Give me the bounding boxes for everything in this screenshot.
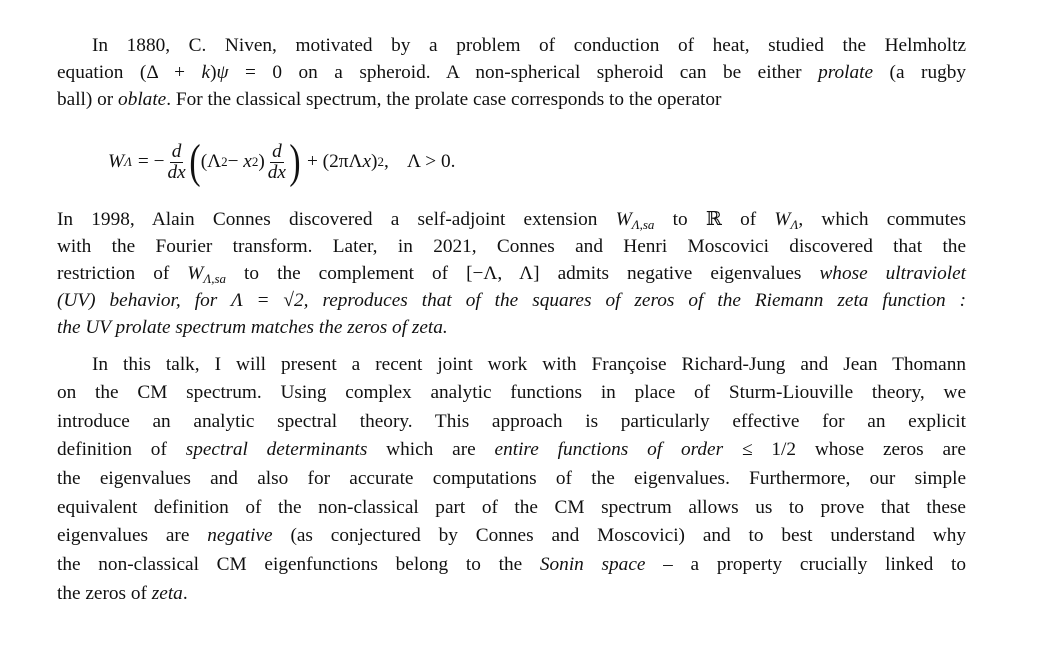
text-segment: In 1998, Alain Connes discovered a self-adjoint extension xyxy=(57,209,616,230)
text-line xyxy=(57,61,966,85)
subscript: Λ xyxy=(790,217,799,232)
fraction-d-dx: $\frac{d}{dx}$ xyxy=(167,140,186,183)
text-segment: . For the classical spectrum, the prolate case corresponds to the operator xyxy=(166,89,722,110)
text-segment: on the CM spectrum. Using complex analytic functions in place of Sturm-Liouville theory, we xyxy=(57,382,966,403)
text-segment: to the complement of [−Λ, Λ] admits negative eigenvalues xyxy=(226,263,820,284)
italic-text: W xyxy=(615,209,632,230)
italic-text: oblate xyxy=(118,89,167,110)
text-line xyxy=(57,582,966,606)
eq-lhs-sub: Λ xyxy=(124,154,132,169)
text-segment: to ℝ of xyxy=(654,209,775,230)
italic-text: W xyxy=(774,209,791,230)
text-line xyxy=(57,316,966,340)
text-segment: equation (Δ + xyxy=(57,62,202,83)
italic-text: k xyxy=(201,62,211,83)
left-paren: ( xyxy=(189,135,201,188)
text-segment: (a rugby xyxy=(873,62,967,83)
text-line xyxy=(57,262,966,291)
italic-text: the UV prolate spectrum matches the zeros of zeta. xyxy=(57,317,448,338)
text-segment: introduce an analytic spectral theory. This approach is particularly effective for an explicit xyxy=(57,411,966,432)
text-segment: definition of xyxy=(57,439,186,460)
italic-text: zeta xyxy=(151,583,183,604)
eq-equals: = − xyxy=(137,151,165,172)
text-segment: equivalent definition of the non-classical part of the CM spectrum allows us to prove that these xyxy=(57,497,966,518)
italic-text: (UV) behavior, for Λ = √2, reproduces that of the squares of zeros of the Riemann zeta function : xyxy=(57,290,966,311)
text-segment: the zeros of xyxy=(57,583,152,604)
text-line xyxy=(92,34,966,58)
text-line xyxy=(57,410,966,434)
operator-equation: W Λ = − $\frac{d}{dx}$ ( (Λ 2 − x 2 ) $\frac{d}{dx}$ ) + (2πΛ x ) 2 , Λ > 0. xyxy=(108,135,456,188)
text-segment: (as conjectured by Connes and Moscovici) and to best understand why xyxy=(272,525,966,546)
eq-lhs: W xyxy=(108,151,125,172)
italic-text: ψ xyxy=(216,62,229,83)
text-segment: with the Fourier transform. Later, in 2021, Connes and Henri Moscovici discovered that the xyxy=(57,236,966,257)
italic-text: W xyxy=(187,263,204,284)
text-line xyxy=(57,289,966,313)
text-line xyxy=(57,235,966,259)
text-line xyxy=(57,553,966,577)
text-line xyxy=(57,438,966,462)
italic-text: entire functions of order xyxy=(494,439,724,460)
text-segment: In 1880, C. Niven, motivated by a problem of conduction of heat, studied the Helmholtz xyxy=(92,35,966,56)
text-segment: the eigenvalues and also for accurate computations of the eigenvalues. Furthermore, our simple xyxy=(57,468,966,489)
text-line xyxy=(57,381,966,405)
text-line xyxy=(57,467,966,491)
text-line xyxy=(92,353,966,377)
text-segment: which are xyxy=(367,439,495,460)
text-segment: restriction of xyxy=(57,263,188,284)
text-segment: , which commutes xyxy=(798,209,966,230)
text-segment: ≤ 1/2 whose zeros are xyxy=(723,439,966,460)
text-segment: . xyxy=(182,583,188,604)
text-segment: = 0 on a spheroid. A non-spherical spheroid can be either xyxy=(228,62,819,83)
subscript: Λ,sa xyxy=(203,271,227,286)
subscript: Λ,sa xyxy=(631,217,655,232)
text-segment: ) xyxy=(210,62,217,83)
text-line xyxy=(57,88,966,112)
italic-text: prolate xyxy=(818,62,874,83)
text-segment: – a property crucially linked to xyxy=(645,554,967,575)
text-segment: ball) or xyxy=(57,89,119,110)
text-line xyxy=(57,524,966,548)
text-line xyxy=(57,496,966,520)
italic-text: spectral determinants xyxy=(185,439,368,460)
text-segment: eigenvalues are xyxy=(57,525,208,546)
italic-text: Sonin space xyxy=(539,554,646,575)
italic-text: whose ultraviolet xyxy=(819,263,966,284)
italic-text: negative xyxy=(207,525,273,546)
fraction-d-dx: $\frac{d}{dx}$ xyxy=(267,140,286,183)
text-segment: the non-classical CM eigenfunctions belong to the xyxy=(57,554,540,575)
right-paren: ) xyxy=(289,135,301,188)
text-segment: In this talk, I will present a recent joint work with Françoise Richard-Jung and Jean Thomann xyxy=(92,354,966,375)
text-line xyxy=(57,208,966,237)
